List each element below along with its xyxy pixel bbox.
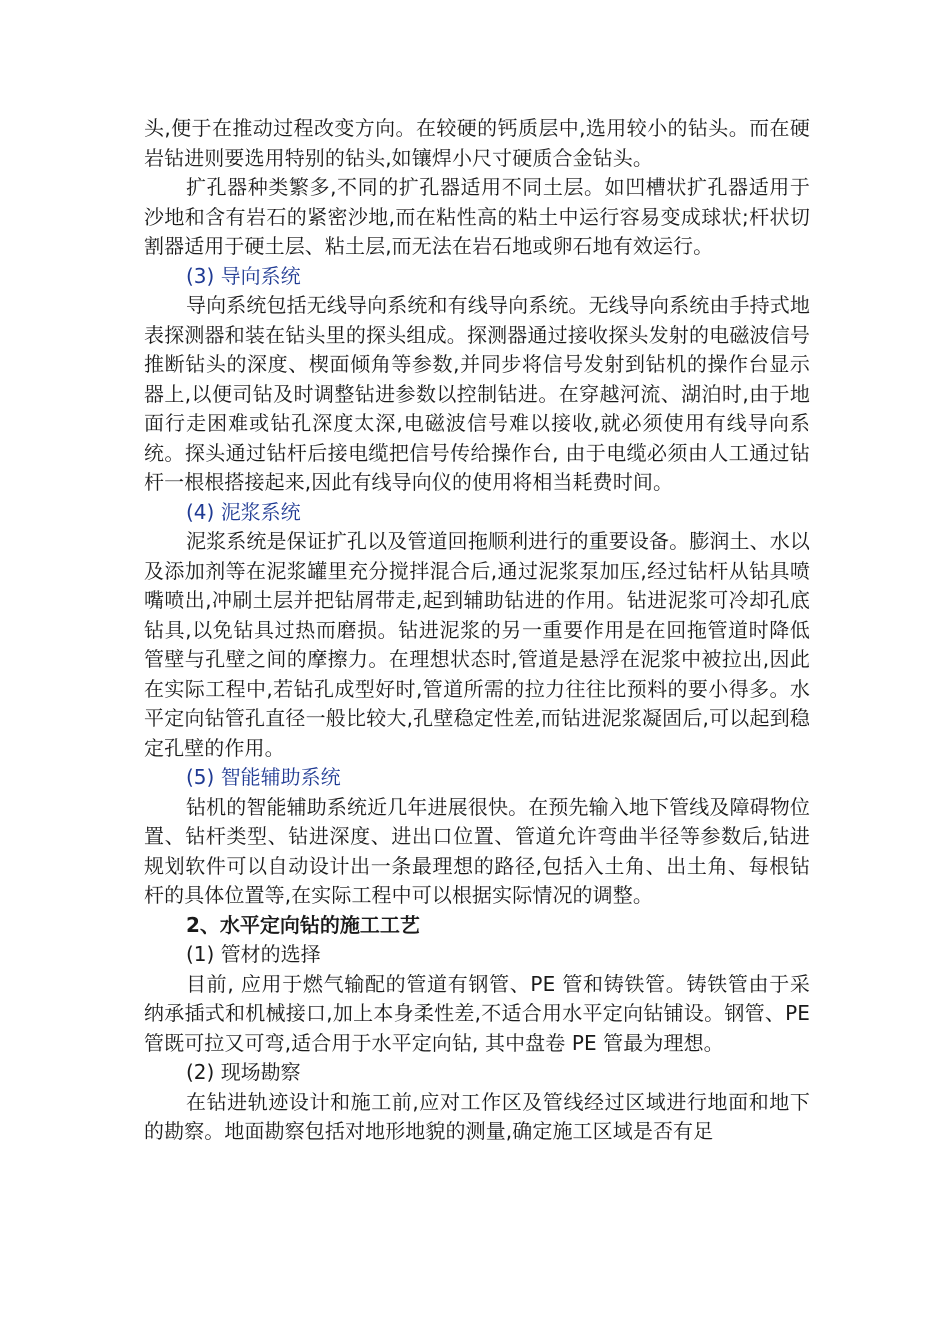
paragraph-intelligent-assist: 钻机的智能辅助系统近几年进展很快。在预先输入地下管线及障碍物位置、钻杆类型、钻进深度、进出口位置、管道允许弯曲半径等参数后,钻进规划软件可以自动设计出一条最理想的路径,包括入土角、出土角、每根钻杆的具体位置等,在实际工程中可以根据实际情况的调整。	[144, 794, 810, 907]
heading-guidance-system: (3) 导向系统	[186, 263, 301, 288]
paragraph-pipe-selection: 目前, 应用于燃气输配的管道有钢管、PE 管和铸铁管。铸铁管由于采纳承插式和机械接口,加上本身柔性差,不适合用水平定向钻铺设。钢管、PE 管既可拉又可弯,适合用于水平定向钻, 其中盘卷 PE 管最为理想。	[144, 971, 810, 1055]
paragraph-site-survey: 在钻进轨迹设计和施工前,应对工作区及管线经过区域进行地面和地下的勘察。地面勘察包括对地形地貌的测量,确定施工区域是否有足	[144, 1089, 810, 1143]
paragraph-reamer: 扩孔器种类繁多,不同的扩孔器适用不同土层。如凹槽状扩孔器适用于沙地和含有岩石的紧密沙地,而在粘性高的粘土中运行容易变成球状;杆状切割器适用于硬土层、粘土层,而无法在岩石地或卵石地有效运行。	[144, 175, 810, 258]
paragraph-drill-bit: 头,便于在推动过程改变方向。在较硬的钙质层中,选用较小的钻头。而在硬岩钻进则要选用特别的钻头,如镶焊小尺寸硬质合金钻头。	[144, 116, 810, 170]
paragraph-mud-system: 泥浆系统是保证扩孔以及管道回拖顺利进行的重要设备。膨润土、水以及添加剂等在泥浆罐里充分搅拌混合后,通过泥浆泵加压,经过钻杆从钻具喷嘴喷出,冲刷土层并把钻屑带走,起到辅助钻进的作用。钻进泥浆可冷却孔底钻具,以免钻具过热而磨损。钻进泥浆的另一重要作用是在回拖管道时降低管壁与孔壁之间的摩擦力。在理想状态时,管道是悬浮在泥浆中被拉出,因此在实际工程中,若钻孔成型好时,管道所需的拉力往往比预料的要小得多。水平定向钻管孔直径一般比较大,孔壁稳定性差,而钻进泥浆凝固后,可以起到稳定孔壁的作用。	[144, 529, 810, 760]
heading-mud-system: (4) 泥浆系统	[186, 499, 301, 524]
paragraph-guidance-system: 导向系统包括无线导向系统和有线导向系统。无线导向系统由手持式地表探测器和装在钻头里的探头组成。探测器通过接收探头发射的电磁波信号推断钻头的深度、楔面倾角等参数,并同步将信号发射到钻机的操作台显示器上,以便司钻及时调整钻进参数以控制钻进。在穿越河流、湖泊时,由于地面行走困难或钻孔深度太深,电磁波信号难以接收,就必须使用有线导向系统。探头通过钻杆后接电缆把信号传给操作台, 由于电缆必须由人工通过钻杆一根根搭接起来,因此有线导向仪的使用将相当耗费时间。	[144, 293, 810, 494]
heading-intelligent-assist: (5) 智能辅助系统	[186, 765, 341, 789]
heading-pipe-selection: (1) 管材的选择	[186, 942, 321, 966]
section-heading-construction-process: 2、水平定向钻的施工工艺	[186, 912, 420, 937]
heading-site-survey: (2) 现场勘察	[186, 1060, 301, 1084]
